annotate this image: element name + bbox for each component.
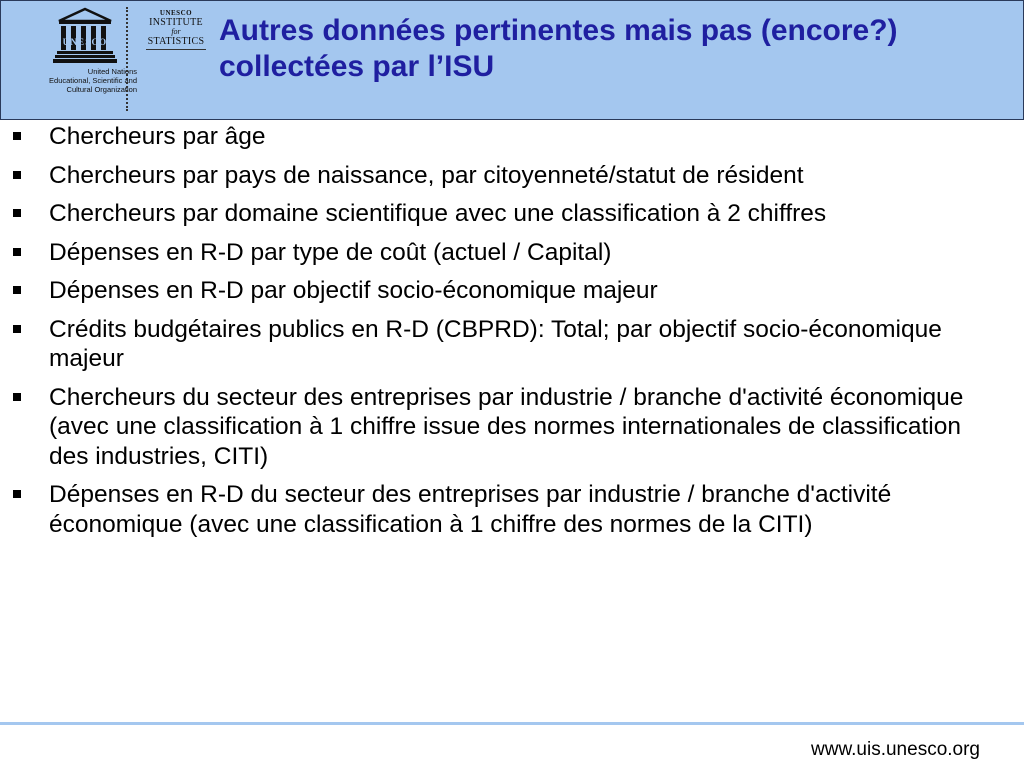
- square-bullet-icon: [13, 490, 21, 498]
- bullet-text: Chercheurs par domaine scientifique avec une classification à 2 chiffres: [49, 200, 827, 227]
- footer-url-link[interactable]: www.uis.unesco.org: [811, 739, 980, 760]
- slide-header: [0, 0, 1024, 120]
- bullet-text: Chercheurs par pays de naissance, par citoyenneté/statut de résident: [49, 161, 804, 189]
- bullet-text: Chercheurs par âge: [49, 123, 266, 150]
- unesco-wordmark: UNESCO: [62, 37, 108, 47]
- bullet-item: [0, 238, 1024, 268]
- uis-logo-top: UNESCO: [159, 9, 193, 17]
- uis-logo-line2: for: [171, 27, 181, 36]
- bullet-item: [0, 161, 1024, 191]
- un-line-3: Cultural Organization: [66, 85, 137, 94]
- bullet-text: Dépenses en R-D par objectif socio-économique majeur: [49, 277, 658, 304]
- bullet-item: [0, 276, 1024, 306]
- bullet-item: [0, 480, 1024, 539]
- logo-divider: [126, 7, 128, 111]
- bullet-item: [0, 315, 1024, 374]
- square-bullet-icon: [13, 132, 21, 140]
- unesco-temple-logo-icon: [53, 7, 117, 65]
- bullet-text: Dépenses en R-D par type de coût (actuel / Capital): [49, 238, 612, 266]
- square-bullet-icon: [13, 393, 21, 401]
- square-bullet-icon: [13, 209, 21, 217]
- un-line-1: United Nations: [87, 67, 137, 76]
- uis-logo-rule: [146, 49, 206, 50]
- footer-divider: [0, 722, 1024, 725]
- uis-logo: [141, 9, 211, 50]
- bullet-text: Chercheurs du secteur des entreprises par industrie / branche d'activité économique (avec une classification à 1 chiffre issue des normes internationales de classification des industries, CITI): [49, 383, 964, 470]
- slide-title: Autres données pertinentes mais pas (encore?) collectées par l’ISU: [219, 14, 898, 83]
- square-bullet-icon: [13, 171, 21, 179]
- uis-logo-line1: INSTITUTE: [149, 17, 203, 28]
- bullet-text: Crédits budgétaires publics en R-D (CBPRD): Total; par objectif socio-économique majeur: [49, 315, 942, 372]
- square-bullet-icon: [13, 248, 21, 256]
- square-bullet-icon: [13, 286, 21, 294]
- square-bullet-icon: [13, 325, 21, 333]
- un-organization-label: [13, 67, 137, 94]
- bullet-item: [0, 122, 1024, 152]
- bullet-text: Dépenses en R-D du secteur des entreprises par industrie / branche d'activité économique (avec une classification à 1 chiffre des normes de la CITI): [49, 481, 892, 538]
- bullet-item: [0, 199, 1024, 229]
- bullet-list: [0, 122, 1024, 548]
- logo-area: [9, 5, 209, 115]
- un-line-2: Educational, Scientific and: [49, 76, 137, 85]
- bullet-item: [0, 383, 1024, 472]
- uis-logo-line3: STATISTICS: [147, 36, 205, 47]
